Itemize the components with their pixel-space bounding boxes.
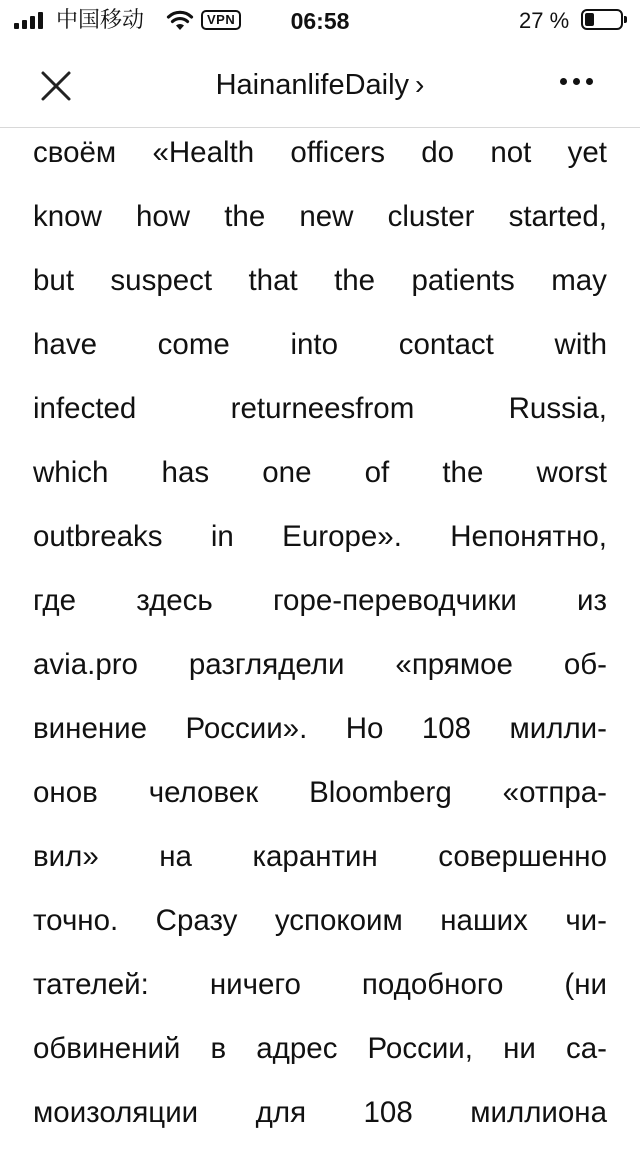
text-line [33, 386, 607, 450]
word: the [334, 264, 376, 297]
text-line [33, 258, 607, 322]
word: suspect [110, 264, 213, 297]
word: здесь [136, 584, 213, 617]
word: Но [345, 712, 384, 745]
word: new [299, 200, 354, 233]
word: миллиона [470, 1096, 607, 1129]
word: «Health [152, 136, 255, 169]
word: России». [185, 712, 308, 745]
word: из [576, 584, 607, 617]
text-line [33, 834, 607, 898]
word: 108 [421, 712, 472, 745]
word: with [554, 328, 607, 361]
word: в [210, 1032, 227, 1065]
battery-icon [581, 9, 623, 30]
word: са- [565, 1032, 607, 1065]
word: Непонятно, [450, 520, 607, 553]
word: тателей: [33, 968, 149, 1001]
word: наших [440, 904, 528, 937]
word: на [159, 840, 192, 873]
text-line [33, 194, 607, 258]
text-line [33, 706, 607, 770]
word: has [161, 456, 210, 489]
text-line [33, 962, 607, 1026]
word: how [135, 200, 191, 233]
word: где [33, 584, 77, 617]
word: онов [33, 776, 98, 809]
text-line [33, 322, 607, 386]
word: patients [411, 264, 515, 297]
article-body [33, 130, 607, 1154]
word: Сразу [155, 904, 238, 937]
word: адрес [256, 1032, 338, 1065]
text-line [33, 642, 607, 706]
word: worst [536, 456, 607, 489]
word: know [33, 200, 102, 233]
word: точно. [33, 904, 119, 937]
word: do [421, 136, 455, 169]
word: «прямое [395, 648, 513, 681]
word: совершенно [438, 840, 607, 873]
word: человек [148, 776, 259, 809]
word: карантин [252, 840, 378, 873]
word: into [290, 328, 339, 361]
word: infected [33, 392, 137, 425]
word: cluster [387, 200, 475, 233]
text-line [33, 898, 607, 962]
status-bar [0, 0, 640, 40]
word: in [210, 520, 234, 553]
battery-level [585, 13, 594, 26]
nav-bar [0, 40, 640, 128]
word: горе-переводчики [272, 584, 517, 617]
battery-nub [624, 16, 627, 23]
word: подобного [361, 968, 504, 1001]
word: outbreaks [33, 520, 163, 553]
word: the [442, 456, 484, 489]
word: обвинений [33, 1032, 181, 1065]
text-line [33, 514, 607, 578]
status-time: 06:58 [290, 8, 350, 34]
word: avia.pro [33, 648, 138, 681]
word: of [364, 456, 390, 489]
word: Russia, [508, 392, 607, 425]
word: чи- [565, 904, 607, 937]
word: Europe». [282, 520, 402, 553]
word: not [490, 136, 532, 169]
word: contact [398, 328, 494, 361]
text-line [33, 1026, 607, 1090]
text-line [33, 450, 607, 514]
word: «отпра- [502, 776, 607, 809]
word: об- [563, 648, 607, 681]
text-line [33, 770, 607, 834]
word: started, [508, 200, 607, 233]
carrier-name: 中国移动 [56, 8, 145, 33]
word: вил» [33, 840, 99, 873]
word: винение [33, 712, 148, 745]
word: yet [567, 136, 607, 169]
word: returneesfrom [230, 392, 415, 425]
word: but [33, 264, 75, 297]
battery-percent: 27 % [519, 8, 570, 33]
word: the [224, 200, 266, 233]
account-title-link[interactable] [0, 67, 640, 103]
word: своём [33, 136, 117, 169]
word: милли- [509, 712, 607, 745]
word: that [248, 264, 298, 297]
word: come [157, 328, 230, 361]
word: (ни [564, 968, 607, 1001]
word: успокоим [274, 904, 403, 937]
text-line [33, 578, 607, 642]
word: officers [290, 136, 385, 169]
vpn-badge: VPN [201, 10, 241, 30]
text-line [33, 130, 607, 194]
account-title: HainanlifeDaily [215, 69, 410, 101]
more-icon[interactable] [560, 78, 593, 85]
word: для [255, 1096, 307, 1129]
word: which [33, 456, 109, 489]
word: разглядели [188, 648, 345, 681]
word: have [33, 328, 97, 361]
word: моизоляции [33, 1096, 199, 1129]
word: 108 [363, 1096, 413, 1129]
word: ни [503, 1032, 536, 1065]
word: one [262, 456, 312, 489]
word: may [551, 264, 607, 297]
chevron-right-icon: › [415, 69, 425, 100]
text-line [33, 1090, 607, 1154]
word: ничего [209, 968, 301, 1001]
word: России, [367, 1032, 473, 1065]
word: Bloomberg [309, 776, 452, 809]
